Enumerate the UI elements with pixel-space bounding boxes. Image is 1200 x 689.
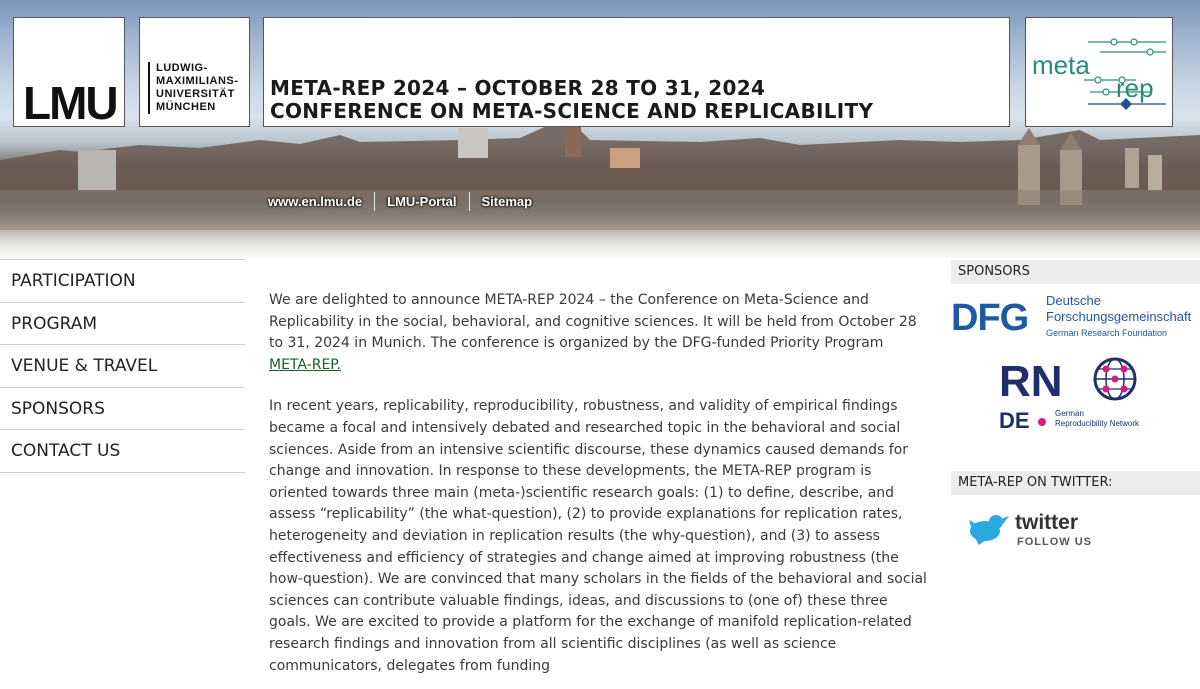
twitter-wordmark: twitter [1015, 511, 1078, 534]
conference-title [270, 77, 873, 123]
dfg-name-line1: Deutsche [1046, 293, 1101, 308]
dfg-subtitle: German Research Foundation [1046, 328, 1168, 338]
twitter-follow-button[interactable] [963, 505, 1103, 553]
nav-item-contact-us[interactable]: CONTACT US [0, 430, 245, 473]
metarep-logo-top-text: meta [1032, 50, 1090, 80]
twitter-panel [951, 471, 1200, 581]
metarep-logo [1026, 18, 1174, 128]
main-content [269, 290, 929, 689]
rno-sub-line2: Reproducibility Network [1055, 419, 1140, 428]
topnav-link-sitemap[interactable]: Sitemap [481, 193, 533, 209]
topnav-link-lmu-website[interactable]: www.en.lmu.de [268, 193, 363, 209]
university-name-line: UNIVERSITÄT [156, 88, 235, 100]
main-nav [0, 259, 245, 473]
topnav-separator [374, 192, 375, 211]
university-name-line: LUDWIG- [156, 62, 208, 74]
rno-bottom-text: DE [999, 408, 1030, 433]
nav-item-venue-travel[interactable]: VENUE & TRAVEL [0, 345, 245, 388]
nav-item-participation[interactable]: PARTICIPATION [0, 260, 245, 303]
rno-sub-line1: German [1055, 409, 1084, 418]
university-name [148, 62, 248, 114]
conference-title-box [263, 17, 1010, 127]
rno-top-text: RN [999, 357, 1063, 406]
intro-text: We are delighted to announce META-REP 2024 – the Conference on Meta-Science and Replicability in the social, behavioral, and cognitive sciences. It will be held from October 28 to 31, 2024 in Munich. The conference is organized by the DFG-funded Priority Program [269, 292, 917, 352]
rno-logo[interactable] [997, 354, 1167, 434]
twitter-follow-text: FOLLOW US [1017, 536, 1092, 548]
university-name-line: MÜNCHEN [156, 101, 216, 113]
conference-title-line1: META-REP 2024 – OCTOBER 28 TO 31, 2024 [270, 76, 766, 100]
metarep-program-link[interactable]: META-REP. [269, 356, 341, 373]
university-name-line: MAXIMILIANS- [156, 75, 239, 87]
nav-item-sponsors[interactable]: SPONSORS [0, 388, 245, 431]
globe-icon [1095, 359, 1135, 399]
university-name-box [139, 17, 250, 127]
right-sidebar [951, 260, 1200, 689]
lmu-logo: LMU [23, 77, 117, 129]
metarep-logo-bottom-text: rep [1116, 73, 1154, 103]
sponsors-panel [951, 260, 1200, 465]
site-header [0, 0, 1200, 260]
top-nav [268, 190, 532, 212]
dfg-logo[interactable] [951, 288, 1200, 340]
rno-dot [1038, 418, 1046, 426]
metarep-logo-box[interactable] [1025, 17, 1173, 127]
nav-item-program[interactable]: PROGRAM [0, 303, 245, 346]
sponsors-heading: SPONSORS [951, 260, 1200, 284]
conference-title-line2: CONFERENCE ON META-SCIENCE AND REPLICABILITY [270, 99, 874, 123]
twitter-bird-icon [969, 515, 1009, 545]
topnav-separator [469, 192, 470, 211]
topnav-link-lmu-portal[interactable]: LMU-Portal [387, 193, 457, 209]
dfg-abbrev: DFG [951, 297, 1029, 339]
dfg-name-line2: Forschungsgemeinschaft [1046, 309, 1192, 324]
twitter-heading: META-REP ON TWITTER: [951, 471, 1200, 495]
lmu-logo-box[interactable] [13, 17, 125, 127]
background-paragraph: In recent years, replicability, reproducibility, robustness, and validity of empirical findings became a focal and intensively debated and researched topic in the behavioral and social sciences. Aside from an intensive scientific discourse, these dynamics caused demands for change and innovation. In response to these developments, the META-REP program is oriented towards three main (meta-)scientific research goals: (1) to define, describe, and assess “replicability” (the what-question), (2) to provide explanations for replication rates, heterogeneity and deviation in replication results (the why-question), and (3) to assess effectiveness and efficiency of strategies and change aimed at improving robustness (the how-question). We are convinced that many scholars in the fields of the behavioral and social sciences can contribute valuable findings, ideas, and discussions to (one of) these three goals. We are excited to provide a platform for the exchange of manifold replication-related research findings and innovation from all scientific disciplines (as well as science communicators, delegates from funding [269, 398, 927, 674]
intro-paragraph [269, 290, 929, 376]
